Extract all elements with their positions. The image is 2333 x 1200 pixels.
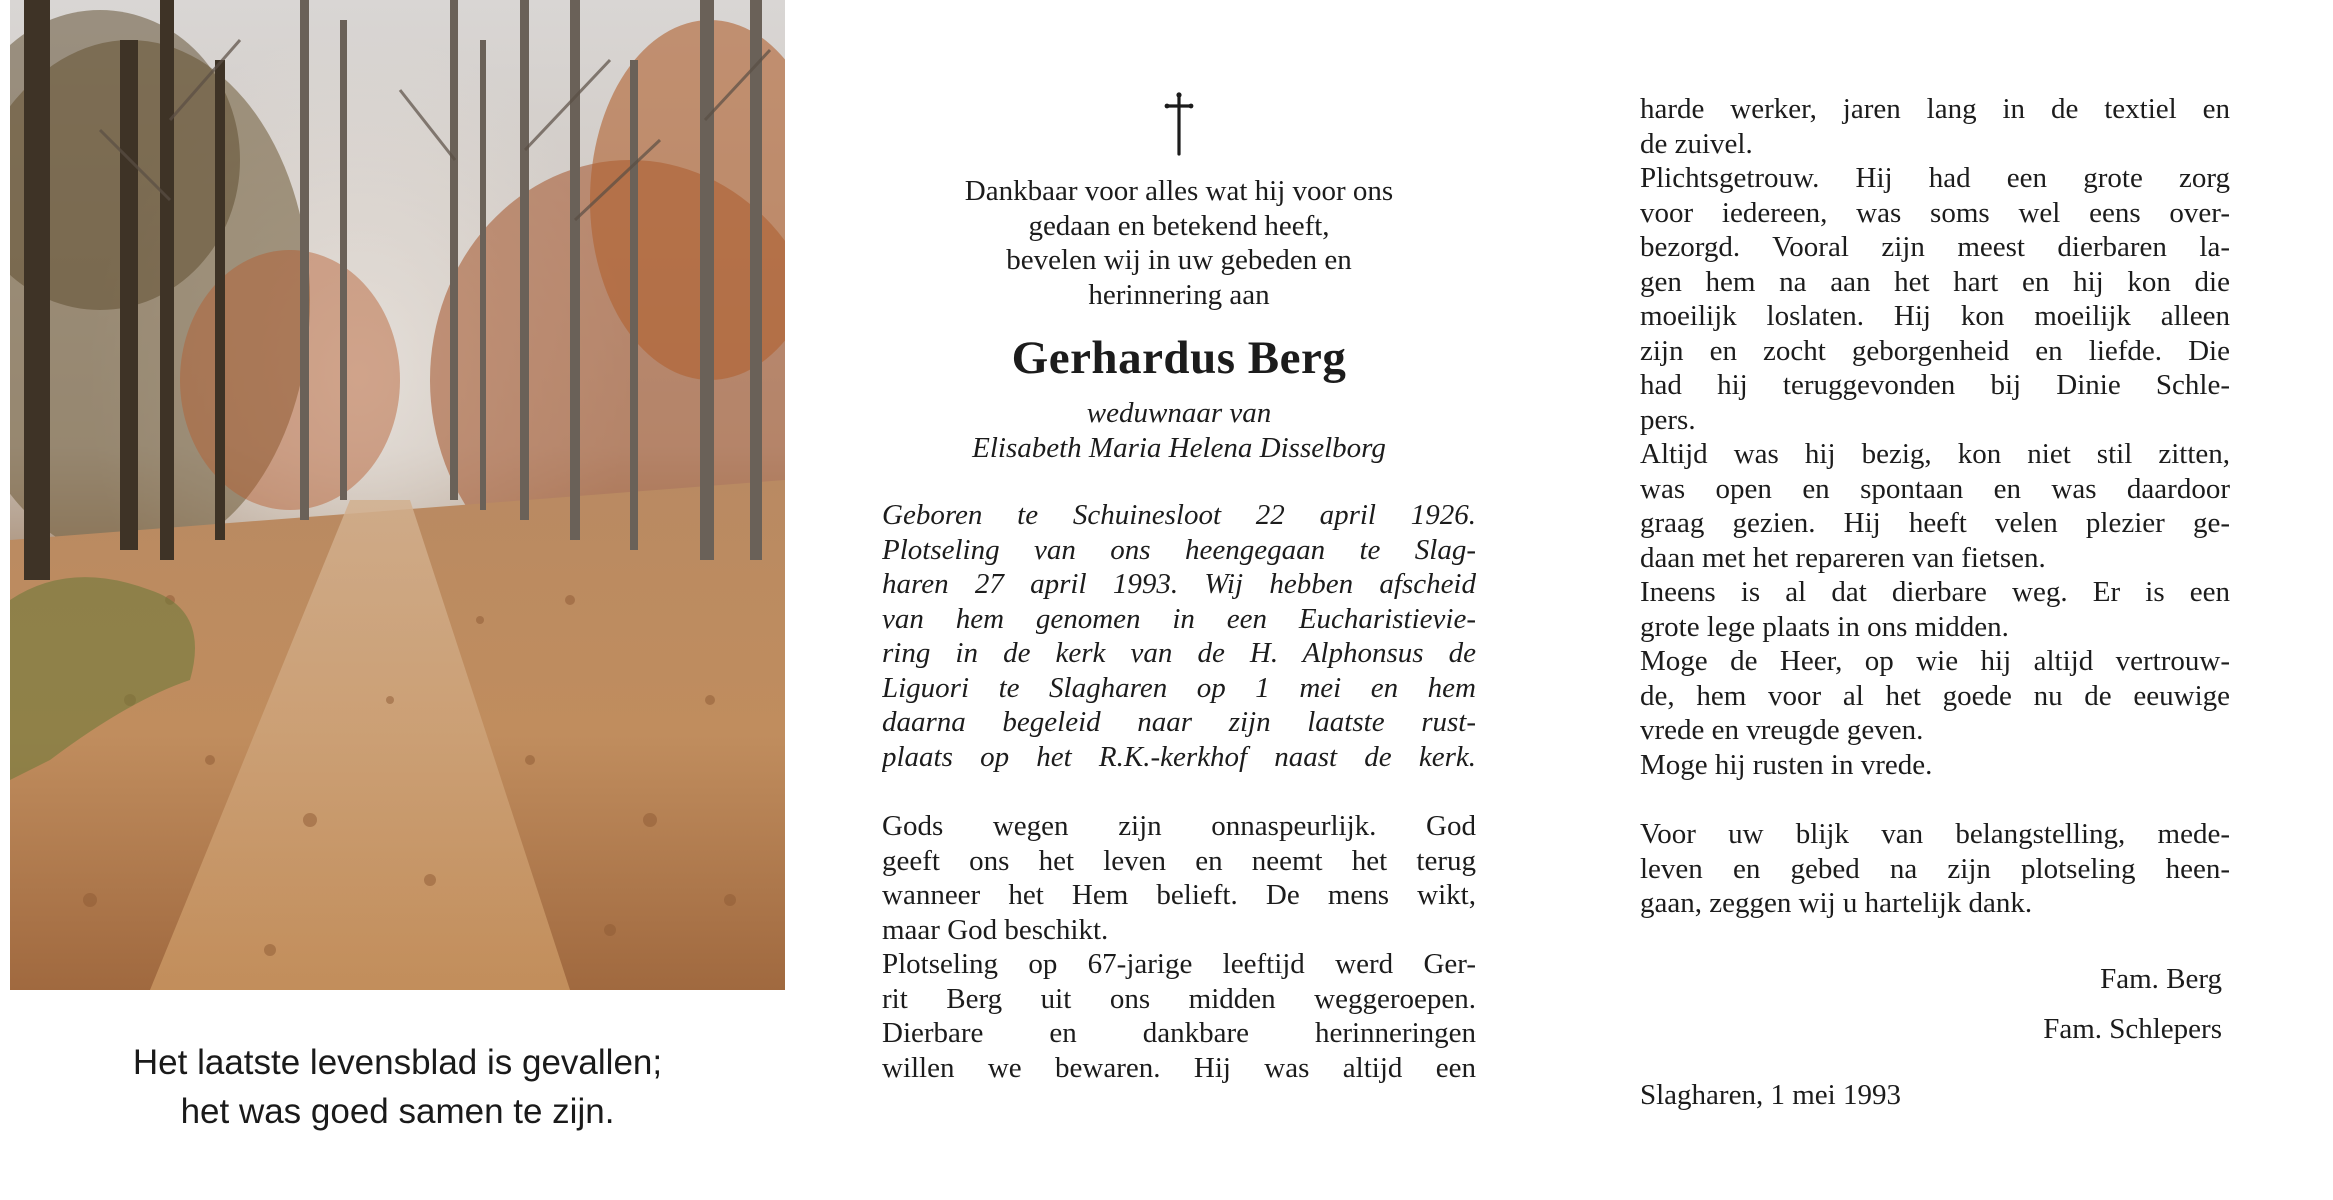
widower-line: weduwnaar van bbox=[1086, 397, 1272, 429]
paragraph-line: pers. bbox=[1640, 403, 1696, 436]
paragraph-line: Ineens is al dat dierbare weg. Er is een bbox=[1640, 576, 2230, 608]
photo-caption bbox=[10, 1038, 785, 1136]
signatures bbox=[1640, 954, 2230, 1054]
caption-line: het was goed samen te zijn. bbox=[180, 1092, 615, 1131]
paragraph-line: gaan, zeggen wij u hartelijk dank. bbox=[1640, 887, 2033, 919]
paragraph-line: ring in de kerk van de H. Alphonsus de bbox=[882, 637, 1476, 669]
cross-icon bbox=[882, 92, 1476, 158]
paragraph-line: maar God beschikt. bbox=[882, 913, 1109, 946]
paragraph-line: bezorgd. Vooral zijn meest dierbaren la- bbox=[1640, 231, 2230, 263]
card-right-column bbox=[1640, 92, 2230, 1112]
paragraph-line: Dierbare en dankbare herinneringen bbox=[882, 1017, 1476, 1049]
paragraph-line: geeft ons het leven en neemt het terug bbox=[882, 844, 1476, 877]
paragraph-line: de zuivel. bbox=[1640, 127, 1753, 160]
paragraph-line: Liguori te Slagharen op 1 mei en hem bbox=[882, 671, 1476, 704]
paragraph-line: daarna begeleid naar zijn laatste rust- bbox=[882, 706, 1476, 738]
paragraph-line: Plotseling van ons heengegaan te Slag- bbox=[882, 533, 1476, 566]
signature-schlepers: Fam. Schlepers bbox=[2043, 1012, 2222, 1045]
paragraph-line: de, hem voor al het goede nu de eeuwige bbox=[1640, 679, 2230, 712]
paragraph-line: willen we bewaren. Hij was altijd een bbox=[882, 1051, 1476, 1084]
paragraph-line: graag gezien. Hij heeft velen plezier ge- bbox=[1640, 507, 2230, 539]
paragraph-line: Geboren te Schuinesloot 22 april 1926. bbox=[882, 499, 1476, 531]
intro-text bbox=[882, 174, 1476, 312]
gods-paragraph bbox=[882, 809, 1476, 1085]
paragraph-line: had hij teruggevonden bij Dinie Schle- bbox=[1640, 369, 2230, 401]
paragraph-line: wanneer het Hem belieft. De mens wikt, bbox=[882, 879, 1476, 911]
paragraph-line: Gods wegen zijn onnaspeurlijk. God bbox=[882, 810, 1476, 842]
paragraph-line: plaats op het R.K.-kerkhof naast de kerk. bbox=[882, 740, 1476, 773]
caption-line: Het laatste levensblad is gevallen; bbox=[132, 1043, 663, 1082]
paragraph-line: daan met het repareren van fietsen. bbox=[1640, 541, 2046, 574]
paragraph-line: Voor uw blijk van belangstelling, mede- bbox=[1640, 818, 2230, 850]
card-middle-column bbox=[882, 92, 1476, 1085]
intro-line: herinnering aan bbox=[1088, 278, 1270, 311]
paragraph-line: voor iedereen, was soms wel eens over- bbox=[1640, 196, 2230, 229]
paragraph-line: zijn en zocht geborgenheid en liefde. Die bbox=[1640, 334, 2230, 367]
signature-berg: Fam. Berg bbox=[2100, 962, 2222, 995]
paragraph-line: Plichtsgetrouw. Hij had een grote zorg bbox=[1640, 162, 2230, 194]
intro-line: bevelen wij in uw gebeden en bbox=[1006, 244, 1352, 276]
paragraph-line: Altijd was hij bezig, kon niet stil zitten, bbox=[1640, 438, 2230, 470]
widower-line: Elisabeth Maria Helena Disselborg bbox=[972, 431, 1386, 464]
birth-death-paragraph bbox=[882, 498, 1476, 774]
paragraph-line: van hem genomen in een Eucharistievie- bbox=[882, 602, 1476, 635]
forest-photo bbox=[10, 0, 785, 990]
paragraph-line: vrede en vreugde geven. bbox=[1640, 714, 1924, 746]
paragraph-line: gen hem na aan het hart en hij kon die bbox=[1640, 265, 2230, 298]
paragraph-line: rit Berg uit ons midden weggeroepen. bbox=[882, 982, 1476, 1015]
paragraph-line: harde werker, jaren lang in de textiel en bbox=[1640, 93, 2230, 125]
continued-paragraph bbox=[1640, 92, 2230, 782]
paragraph-line: Moge hij rusten in vrede. bbox=[1640, 748, 1933, 781]
paragraph-line: grote lege plaats in ons midden. bbox=[1640, 610, 2009, 643]
intro-line: Dankbaar voor alles wat hij voor ons bbox=[964, 175, 1394, 207]
thanks-paragraph bbox=[1640, 817, 2230, 921]
paragraph-line: moeilijk loslaten. Hij kon moeilijk alleen bbox=[1640, 300, 2230, 332]
widower-of bbox=[882, 396, 1476, 465]
paragraph-line: was open en spontaan en was daardoor bbox=[1640, 472, 2230, 505]
place-date: Slagharen, 1 mei 1993 bbox=[1640, 1078, 1901, 1111]
paragraph-line: Plotseling op 67-jarige leeftijd werd Ger- bbox=[882, 948, 1476, 980]
paragraph-line: Moge de Heer, op wie hij altijd vertrouw- bbox=[1640, 645, 2230, 677]
paragraph-line: leven en gebed na zijn plotseling heen- bbox=[1640, 852, 2230, 885]
forest-photo-illustration bbox=[10, 0, 785, 990]
cross-glyph bbox=[1162, 92, 1196, 156]
paragraph-line: haren 27 april 1993. Wij hebben afscheid bbox=[882, 568, 1476, 600]
deceased-name: Gerhardus Berg bbox=[1011, 332, 1347, 384]
intro-line: gedaan en betekend heeft, bbox=[1028, 209, 1330, 242]
